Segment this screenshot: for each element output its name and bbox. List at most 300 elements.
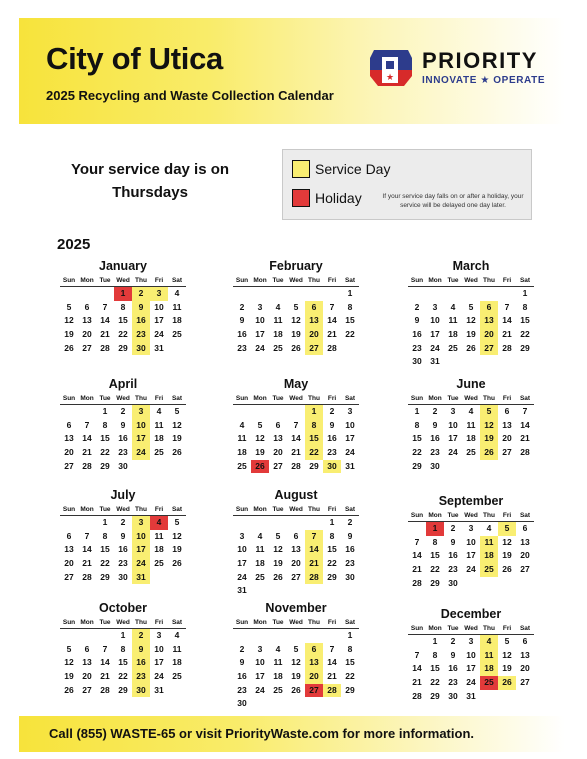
day: 24	[345, 447, 355, 458]
day: 11	[172, 301, 182, 312]
day: 5	[293, 301, 299, 312]
day: 27	[82, 684, 92, 695]
day: 12	[291, 657, 301, 668]
weekday-label: Thu	[135, 395, 147, 402]
service-day: 25	[480, 563, 498, 577]
weekday-label: Thu	[483, 512, 495, 519]
day: 7	[414, 649, 420, 660]
day: 2	[450, 523, 456, 533]
holiday-day: 4	[150, 516, 168, 530]
day: 10	[255, 315, 265, 326]
day-empty	[269, 287, 287, 301]
weekday-label: Sat	[344, 395, 356, 402]
day: 20	[82, 329, 92, 340]
service-day: 13	[305, 314, 323, 328]
day: 8	[329, 530, 335, 541]
weekday-label: Thu	[135, 506, 147, 513]
day: 21	[412, 564, 422, 575]
day: 18	[172, 657, 182, 668]
weekday-label: Mon	[253, 395, 267, 402]
weekday-label: Sat	[171, 506, 183, 513]
day: 2	[239, 643, 245, 654]
day: 26	[291, 684, 301, 695]
day: 3	[239, 530, 245, 541]
day: 11	[172, 643, 182, 654]
day: 12	[64, 315, 74, 326]
day: 1	[329, 517, 335, 527]
day: 29	[412, 460, 422, 471]
day: 25	[273, 342, 283, 353]
day: 16	[118, 544, 128, 555]
service-day: 18	[480, 549, 498, 563]
day: 4	[486, 523, 492, 533]
day: 28	[412, 577, 422, 588]
weekday-label: Mon	[253, 506, 267, 513]
day: 28	[291, 460, 301, 471]
month-june	[408, 376, 534, 473]
day: 25	[255, 571, 265, 582]
weekday-label: Wed	[289, 395, 303, 402]
day-grid	[408, 287, 534, 369]
service-day: 24	[132, 446, 150, 460]
day-grid	[60, 516, 186, 584]
day: 15	[412, 433, 422, 444]
day: 7	[102, 301, 108, 312]
day: 7	[414, 536, 420, 547]
weekday-label: Thu	[483, 395, 495, 402]
day: 4	[257, 530, 263, 541]
day-empty	[480, 287, 498, 301]
day: 26	[273, 571, 283, 582]
day-empty	[323, 287, 341, 301]
day: 28	[327, 342, 337, 353]
day: 22	[412, 447, 422, 458]
day: 30	[448, 577, 458, 588]
weekday-label: Tue	[272, 395, 284, 402]
day: 24	[466, 677, 476, 688]
weekday-label: Wed	[116, 506, 130, 513]
weekday-header	[408, 276, 534, 287]
day: 6	[275, 419, 281, 430]
day: 17	[237, 558, 247, 569]
day: 29	[309, 460, 319, 471]
day: 4	[450, 301, 456, 312]
day: 9	[432, 419, 438, 430]
weekday-label: Fri	[327, 506, 337, 513]
day: 31	[154, 684, 164, 695]
day: 13	[82, 657, 92, 668]
day: 12	[291, 315, 301, 326]
service-day: 26	[480, 446, 498, 460]
service-day: 31	[132, 571, 150, 585]
day: 6	[522, 523, 528, 533]
day: 26	[64, 684, 74, 695]
day: 11	[448, 315, 458, 326]
weekday-label: Wed	[464, 395, 478, 402]
day: 10	[448, 419, 458, 430]
day-empty	[78, 629, 96, 643]
day: 21	[82, 447, 92, 458]
service-day: 9	[132, 643, 150, 657]
day: 1	[347, 630, 353, 640]
service-day: 3	[132, 405, 150, 419]
day: 23	[237, 684, 247, 695]
day-empty	[251, 405, 269, 419]
day: 28	[82, 571, 92, 582]
day: 15	[100, 433, 110, 444]
day: 8	[347, 643, 353, 654]
day: 12	[502, 649, 512, 660]
day: 14	[291, 433, 301, 444]
holiday-day: 1	[426, 522, 444, 536]
day: 6	[522, 636, 528, 646]
weekday-label: Tue	[272, 619, 284, 626]
day: 4	[156, 406, 162, 416]
day-grid	[60, 405, 186, 473]
day: 13	[273, 433, 283, 444]
day: 20	[502, 433, 512, 444]
weekday-header	[60, 276, 186, 287]
weekday-label: Tue	[447, 625, 459, 632]
weekday-label: Fri	[502, 625, 512, 632]
header-banner	[19, 18, 565, 124]
day: 18	[273, 329, 283, 340]
day: 25	[237, 460, 247, 471]
day: 8	[522, 301, 528, 312]
weekday-label: Fri	[154, 395, 164, 402]
day: 27	[82, 342, 92, 353]
day: 20	[273, 447, 283, 458]
service-day: 26	[498, 676, 516, 690]
priority-logo-icon	[368, 46, 414, 90]
weekday-label: Sun	[410, 512, 424, 519]
day: 6	[84, 643, 90, 654]
day: 6	[84, 301, 90, 312]
day: 30	[237, 698, 247, 709]
day: 19	[502, 550, 512, 561]
day: 3	[257, 643, 263, 654]
weekday-label: Sun	[235, 619, 249, 626]
day: 16	[237, 329, 247, 340]
service-day: 11	[480, 536, 498, 550]
month-name: March	[452, 259, 490, 273]
service-day: 28	[305, 571, 323, 585]
day: 12	[466, 315, 476, 326]
day: 21	[100, 329, 110, 340]
day: 25	[273, 684, 283, 695]
weekday-label: Thu	[483, 277, 495, 284]
day: 4	[239, 419, 245, 430]
day-empty	[287, 405, 305, 419]
weekday-label: Thu	[483, 625, 495, 632]
page-subtitle: 2025 Recycling and Waste Collection Calendar	[46, 88, 334, 103]
month-october	[60, 600, 186, 697]
service-day: 5	[480, 405, 498, 419]
service-day: 9	[132, 301, 150, 315]
day: 11	[466, 419, 476, 430]
day: 10	[466, 649, 476, 660]
logo-tagline: INNOVATE ★ OPERATE	[422, 75, 546, 86]
day: 5	[468, 301, 474, 312]
day: 8	[120, 643, 126, 654]
day: 11	[273, 315, 283, 326]
day: 19	[273, 558, 283, 569]
day: 5	[66, 301, 72, 312]
service-day: 4	[480, 635, 498, 649]
day: 13	[520, 536, 530, 547]
day: 23	[118, 447, 128, 458]
day: 19	[466, 329, 476, 340]
day: 14	[327, 315, 337, 326]
day: 16	[412, 329, 422, 340]
day: 6	[66, 530, 72, 541]
legend-holiday-swatch	[292, 189, 310, 207]
day: 2	[347, 517, 353, 527]
weekday-label: Thu	[308, 619, 320, 626]
legend-service-swatch	[292, 160, 310, 178]
day: 20	[520, 550, 530, 561]
weekday-label: Tue	[99, 619, 111, 626]
day: 13	[291, 544, 301, 555]
day: 4	[468, 406, 474, 416]
day-empty	[269, 629, 287, 643]
day: 11	[154, 530, 164, 541]
day: 27	[64, 460, 74, 471]
day: 29	[345, 684, 355, 695]
weekday-header	[233, 276, 359, 287]
day-empty	[323, 629, 341, 643]
day-empty	[305, 287, 323, 301]
day: 17	[466, 663, 476, 674]
weekday-header	[408, 624, 534, 635]
month-name: October	[99, 601, 147, 615]
day: 16	[345, 544, 355, 555]
day: 10	[255, 657, 265, 668]
service-day: 16	[132, 314, 150, 328]
day: 3	[450, 406, 456, 416]
day: 14	[100, 315, 110, 326]
day: 26	[172, 447, 182, 458]
logo-name: PRIORITY	[422, 48, 538, 73]
day: 13	[64, 544, 74, 555]
day: 22	[100, 558, 110, 569]
weekday-label: Fri	[502, 395, 512, 402]
day: 29	[118, 684, 128, 695]
day: 14	[82, 544, 92, 555]
weekday-header	[233, 505, 359, 516]
day: 12	[64, 657, 74, 668]
legend-holiday-note: If your service day falls on or after a holiday, your service will be delayed one day later.	[382, 193, 524, 209]
day-empty	[60, 629, 78, 643]
day: 28	[412, 690, 422, 701]
day: 17	[466, 550, 476, 561]
weekday-label: Tue	[99, 395, 111, 402]
service-day: 6	[480, 301, 498, 315]
day: 3	[347, 406, 353, 416]
day: 14	[520, 419, 530, 430]
day: 21	[82, 558, 92, 569]
day: 7	[522, 406, 528, 416]
month-name: April	[108, 377, 138, 391]
day: 20	[64, 558, 74, 569]
day: 16	[118, 433, 128, 444]
day: 9	[239, 315, 245, 326]
day: 19	[502, 663, 512, 674]
weekday-label: Sun	[410, 277, 424, 284]
weekday-header	[233, 394, 359, 405]
day: 6	[293, 530, 299, 541]
day: 19	[172, 544, 182, 555]
weekday-label: Fri	[327, 619, 337, 626]
day: 3	[432, 301, 438, 312]
day: 2	[239, 301, 245, 312]
service-day: 18	[480, 662, 498, 676]
day-empty	[287, 629, 305, 643]
day: 19	[291, 671, 301, 682]
day: 31	[430, 356, 440, 367]
day: 22	[327, 558, 337, 569]
day: 20	[82, 671, 92, 682]
calendar-year: 2025	[57, 236, 91, 253]
day: 12	[172, 530, 182, 541]
day: 15	[345, 657, 355, 668]
day: 21	[100, 671, 110, 682]
day-empty	[96, 287, 114, 301]
day: 15	[430, 550, 440, 561]
weekday-label: Wed	[116, 277, 130, 284]
day: 23	[412, 342, 422, 353]
day: 1	[102, 406, 108, 416]
day: 18	[448, 329, 458, 340]
service-day: 7	[305, 530, 323, 544]
day-empty	[269, 405, 287, 419]
weekday-label: Sat	[344, 277, 356, 284]
day: 11	[237, 433, 247, 444]
day: 11	[154, 419, 164, 430]
service-day-notice	[60, 158, 240, 204]
day: 12	[255, 433, 265, 444]
day: 9	[347, 530, 353, 541]
day-empty	[78, 405, 96, 419]
day: 26	[466, 342, 476, 353]
day: 19	[64, 671, 74, 682]
service-day-line2: Thursdays	[112, 184, 188, 201]
day: 19	[291, 329, 301, 340]
day-grid	[60, 629, 186, 697]
day: 21	[327, 671, 337, 682]
service-day: 6	[305, 643, 323, 657]
day: 31	[345, 460, 355, 471]
weekday-label: Fri	[154, 619, 164, 626]
weekday-label: Sun	[410, 625, 424, 632]
weekday-label: Sun	[62, 619, 76, 626]
legend-holiday-label: Holiday	[315, 190, 362, 206]
weekday-label: Sat	[519, 277, 531, 284]
service-day: 17	[132, 432, 150, 446]
day: 15	[100, 544, 110, 555]
day: 9	[450, 649, 456, 660]
day: 17	[255, 671, 265, 682]
day: 14	[412, 550, 422, 561]
service-day: 5	[498, 522, 516, 536]
service-day: 20	[305, 328, 323, 342]
weekday-label: Thu	[308, 506, 320, 513]
day: 29	[520, 342, 530, 353]
weekday-label: Wed	[464, 512, 478, 519]
day-empty	[251, 287, 269, 301]
day: 8	[102, 419, 108, 430]
day: 9	[414, 315, 420, 326]
day: 6	[66, 419, 72, 430]
service-day: 3	[132, 516, 150, 530]
day: 24	[255, 684, 265, 695]
service-day: 3	[150, 287, 168, 301]
day: 25	[172, 671, 182, 682]
weekday-label: Mon	[428, 395, 442, 402]
day: 8	[120, 301, 126, 312]
day-empty	[408, 635, 426, 649]
day: 13	[82, 315, 92, 326]
day: 29	[118, 342, 128, 353]
weekday-label: Sun	[62, 506, 76, 513]
weekday-label: Fri	[327, 277, 337, 284]
day: 16	[448, 663, 458, 674]
day: 29	[100, 460, 110, 471]
month-name: December	[440, 607, 502, 621]
day: 27	[502, 447, 512, 458]
day: 22	[118, 671, 128, 682]
service-day: 19	[480, 432, 498, 446]
day-grid	[233, 287, 359, 355]
day: 24	[430, 342, 440, 353]
day: 24	[237, 571, 247, 582]
day: 1	[120, 630, 126, 640]
day: 23	[345, 558, 355, 569]
service-day: 12	[480, 419, 498, 433]
service-day: 21	[305, 557, 323, 571]
weekday-label: Tue	[272, 506, 284, 513]
day: 3	[257, 301, 263, 312]
holiday-day: 25	[480, 676, 498, 690]
day: 5	[275, 530, 281, 541]
day: 7	[102, 643, 108, 654]
month-name: January	[99, 259, 147, 273]
weekday-label: Wed	[289, 506, 303, 513]
day: 31	[237, 585, 247, 596]
service-day: 30	[132, 342, 150, 356]
day: 24	[448, 447, 458, 458]
day-empty	[408, 522, 426, 536]
service-day: 10	[132, 419, 150, 433]
day: 6	[504, 406, 510, 416]
day: 28	[100, 684, 110, 695]
day: 23	[448, 677, 458, 688]
day: 11	[273, 657, 283, 668]
day: 30	[430, 460, 440, 471]
weekday-label: Mon	[428, 625, 442, 632]
day: 25	[172, 329, 182, 340]
day: 9	[120, 419, 126, 430]
service-day: 2	[132, 287, 150, 301]
day-empty	[251, 629, 269, 643]
day: 19	[64, 329, 74, 340]
weekday-label: Thu	[308, 395, 320, 402]
weekday-label: Sun	[410, 395, 424, 402]
weekday-label: Mon	[80, 506, 94, 513]
day: 7	[84, 419, 90, 430]
weekday-header	[60, 618, 186, 629]
weekday-label: Tue	[99, 277, 111, 284]
